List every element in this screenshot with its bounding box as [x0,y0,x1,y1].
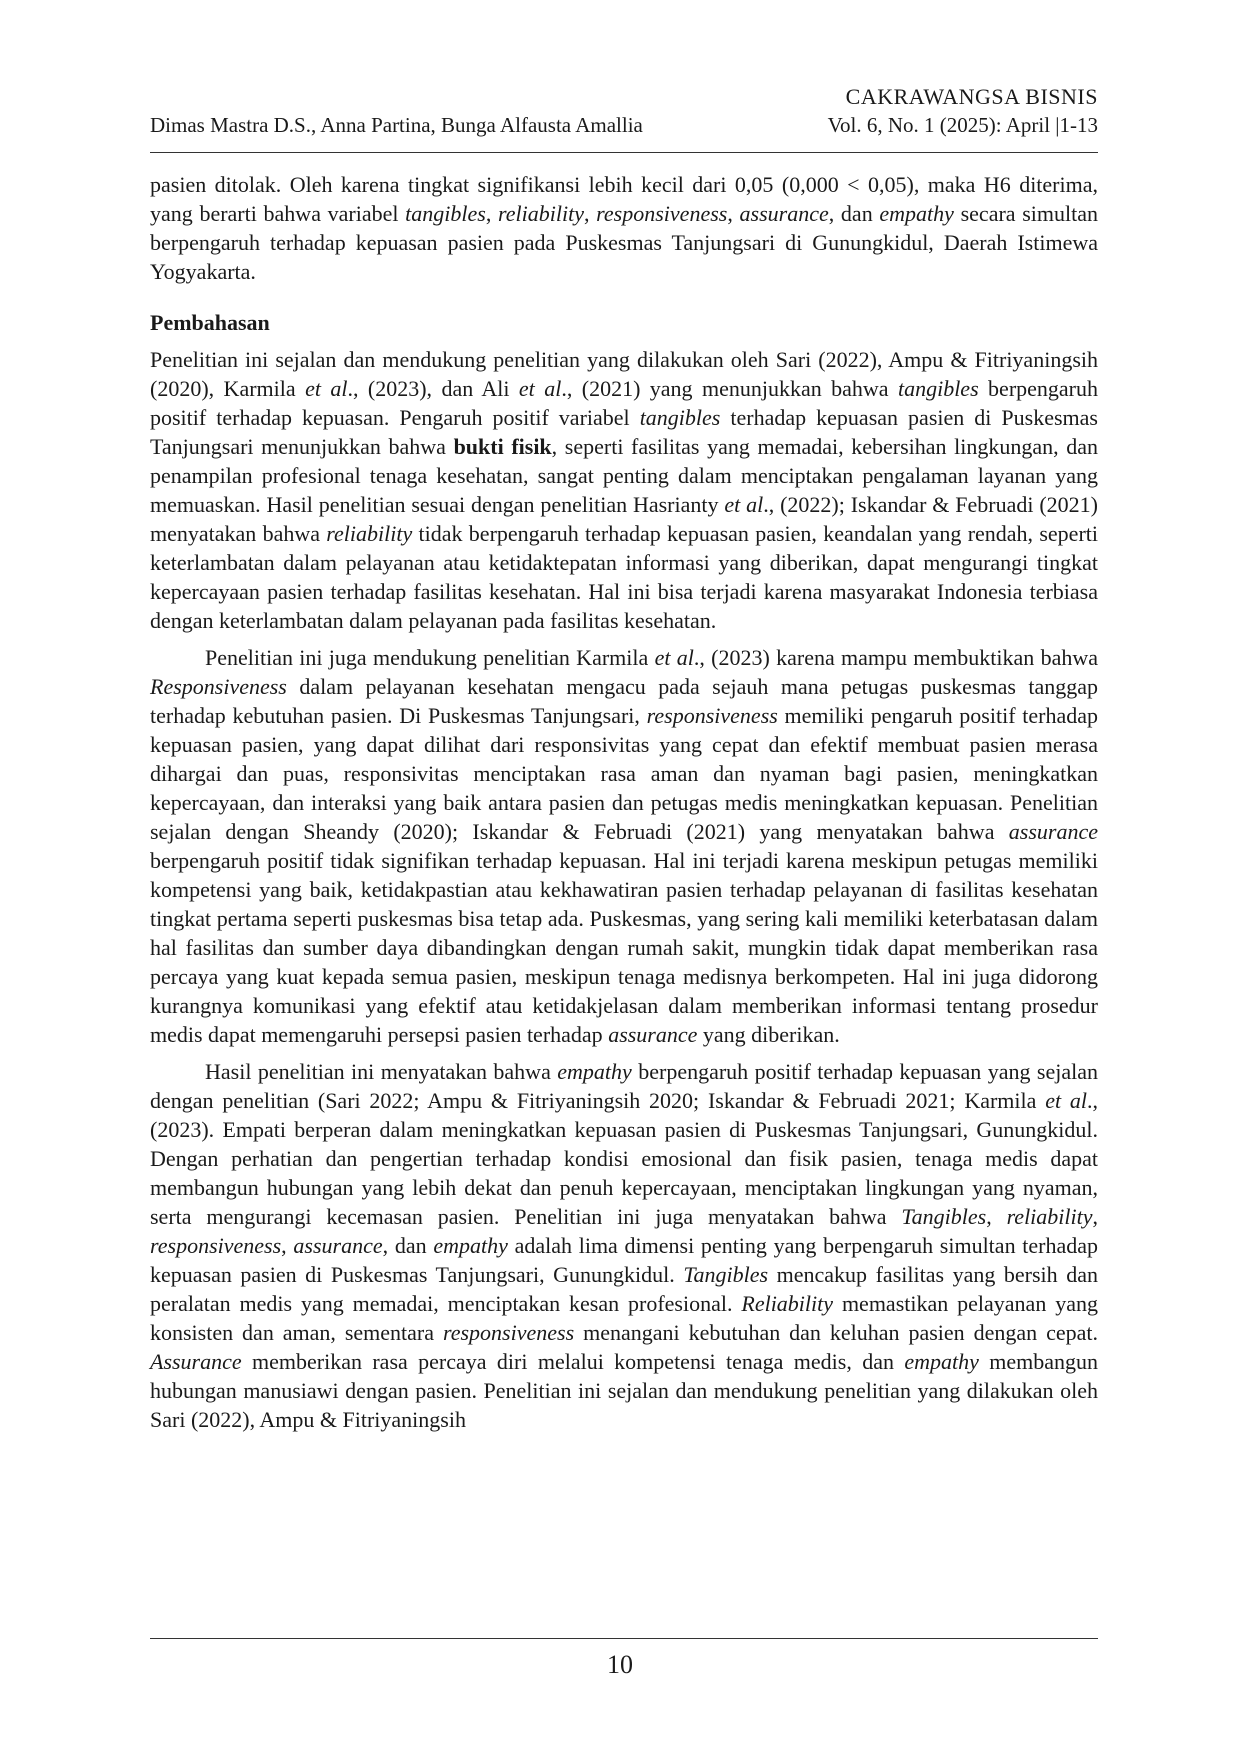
running-header [150,84,1098,138]
italic-term: et al [518,376,562,401]
italic-term: assurance [1008,819,1098,844]
footer-divider [150,1638,1098,1639]
italic-term: et al [654,645,694,670]
text-run: Penelitian ini sejalan dan mendukung penelitian yang dilakukan oleh Sari (2022), Ampu & Fitriyaningsih (2020), Karmila [150,347,1098,401]
italic-term: responsiveness [442,1320,575,1345]
text-run: , dan [828,201,880,226]
section-heading: Pembahasan [150,310,270,335]
text-run: mencakup fasilitas yang bersih dan peralatan medis yang memadai, menciptakan kesan profesional. [150,1262,1098,1316]
text-run: pasien ditolak. Oleh karena tingkat signifikansi lebih kecil dari 0,05 (0,000 < 0,05), maka H6 diterima, yang berarti bahwa variabel [150,172,1098,226]
italic-term: assurance [608,1022,698,1047]
text-run: terhadap kepuasan pasien di Puskesmas Tanjungsari menunjukkan bahwa [150,405,1098,459]
italic-term: responsiveness [646,703,778,728]
paragraph-1 [150,170,1098,286]
text-run: ., (2023) karena mampu membuktikan bahwa [693,645,1098,670]
italic-term: et al [305,376,348,401]
text-run: , [583,201,597,226]
italic-term: Reliability [741,1291,834,1316]
italic-term: Responsiveness [150,674,287,699]
italic-term: tangibles [639,405,721,430]
italic-term: responsiveness [596,201,728,226]
journal-name: CAKRAWANGSA BISNIS [845,84,1098,109]
text-run: , [1092,1204,1099,1229]
italic-term: empathy [904,1349,979,1374]
header-row [150,112,1098,138]
italic-term: reliability [498,201,584,226]
text-run: ., (2023). Empati berperan dalam meningkatkan kepuasan pasien di Puskesmas Tanjungsari, Gunungkidul. Dengan perhatian dan pengertian terhadap kondisi emosional dan fisik pasien, tenaga medis dapat membangun hubungan yang lebih dekat dan penuh kepercayaan, menciptakan lingkungan yang nyaman, serta mengurangi kecemasan pasien. Penelitian ini juga menyatakan bahwa [150,1088,1098,1229]
text-run: memastikan pelayanan yang konsisten dan aman, sementara [150,1291,1098,1345]
text-run: , [727,201,740,226]
italic-term: tangibles [405,201,486,226]
italic-term: responsiveness [150,1233,282,1258]
text-run: yang diberikan. [697,1022,840,1047]
italic-term: et al [724,492,764,517]
article-body [150,170,1098,1434]
text-run: , seperti fasilitas yang memadai, kebersihan lingkungan, dan penampilan profesional tenaga kesehatan, sangat penting dalam menciptakan pengalaman layanan yang memuaskan. Hasil penelitian sesuai dengan penelitian Hasrianty [150,434,1098,517]
text-run: memiliki pengaruh positif terhadap kepuasan pasien, yang dapat dilihat dari responsivitas yang cepat dan efektif membuat pasien merasa dihargai dan puas, responsivitas menciptakan rasa aman dan nyaman bagi pasien, meningkatkan kepercayaan, dan interaksi yang baik antara pasien dan petugas medis meningkatkan kepuasan. Penelitian sejalan dengan Sheandy (2020); Iskandar & Februadi (2021) yang menyatakan bahwa [150,703,1098,844]
text-run: adalah lima dimensi penting yang berpengaruh simultan terhadap kepuasan pasien di Puskesmas Tanjungsari, Gunungkidul. [150,1233,1099,1287]
italic-term: tangibles [897,376,979,401]
italic-term: empathy [557,1059,632,1084]
italic-term: reliability [326,521,413,546]
volume-info: Vol. 6, No. 1 (2025): April |1-13 [827,113,1098,137]
italic-term: Tangibles [901,1204,987,1229]
text-run: berpengaruh positif terhadap kepuasan yang sejalan dengan penelitian (Sari 2022; Ampu & Fitriyaningsih 2020; Iskandar & Februadi 2021; Karmila [150,1059,1098,1113]
text-run: ., (2021) yang menunjukkan bahwa [561,376,898,401]
text-run: Penelitian ini juga mendukung penelitian Karmila [205,645,655,670]
text-run: membangun hubungan manusiawi dengan pasien. Penelitian ini sejalan dan mendukung penelitian yang dilakukan oleh Sari (2022), Ampu & Fitriyaningsih [150,1349,1099,1432]
author-list: Dimas Mastra D.S., Anna Partina, Bunga Alfausta Amallia [150,113,643,137]
italic-term: reliability [1006,1204,1093,1229]
text-run: , [986,1204,1007,1229]
text-run: ., (2023), dan Ali [347,376,519,401]
text-run: berpengaruh positif tidak signifikan terhadap kepuasan. Hal ini terjadi karena meskipun petugas memiliki kompetensi yang baik, ketidakpastian atau kekhawatiran pasien terhadap pelayanan di fasilitas kesehatan tingkat pertama seperti puskesmas bisa tetap ada. Puskesmas, yang sering kali memiliki keterbatasan dalam hal fasilitas dan sumber daya dibandingkan dengan rumah sakit, mungkin tidak dapat memberikan rasa percaya yang kuat kepada semua pasien, meskipun tenaga medisnya berkompeten. Hal ini juga didorong kurangnya komunikasi yang efektif atau ketidakjelasan dalam memberikan informasi tentang prosedur medis dapat memengaruhi persepsi pasien terhadap [150,848,1098,1047]
paragraph-2 [150,345,1098,635]
paragraph-4 [150,1057,1098,1434]
text-run: menangani kebutuhan dan keluhan pasien dengan cepat. [574,1320,1098,1345]
text-run: , [485,201,499,226]
text-run: dalam pelayanan kesehatan mengacu pada sejauh mana petugas puskesmas tanggap terhadap kebutuhan pasien. Di Puskesmas Tanjungsari, [150,674,1098,728]
text-run: ., (2022); Iskandar & Februadi (2021) menyatakan bahwa [150,492,1098,546]
italic-term: et al [1045,1088,1087,1113]
text-run: tidak berpengaruh terhadap kepuasan pasien, keandalan yang rendah, seperti keterlambatan dalam pelayanan atau ketidaktepatan informasi yang diberikan, dapat mengurangi tingkat kepercayaan pasien terhadap fasilitas kesehatan. Hal ini bisa terjadi karena masyarakat Indonesia terbiasa dengan keterlambatan dalam pelayanan pada fasilitas kesehatan. [150,521,1098,633]
paragraph-3 [150,643,1098,1049]
italic-term: assurance [293,1233,383,1258]
italic-term: Assurance [150,1349,242,1374]
text-run: , [281,1233,294,1258]
text-run: memberikan rasa percaya diri melalui kompetensi tenaga medis, dan [241,1349,905,1374]
italic-term: assurance [739,201,829,226]
bold-term: bukti fisik [453,434,552,459]
text-run: berpengaruh positif terhadap kepuasan. Pengaruh positif variabel [150,376,1098,430]
text-run: Hasil penelitian ini menyatakan bahwa [205,1059,558,1084]
header-divider [150,152,1098,153]
text-run: secara simultan berpengaruh terhadap kepuasan pasien pada Puskesmas Tanjungsari di Gunungkidul, Daerah Istimewa Yogyakarta. [150,201,1099,284]
italic-term: empathy [879,201,954,226]
text-run: , dan [382,1233,434,1258]
italic-term: empathy [433,1233,508,1258]
italic-term: Tangibles [683,1262,769,1287]
page-number: 10 [607,1650,633,1679]
